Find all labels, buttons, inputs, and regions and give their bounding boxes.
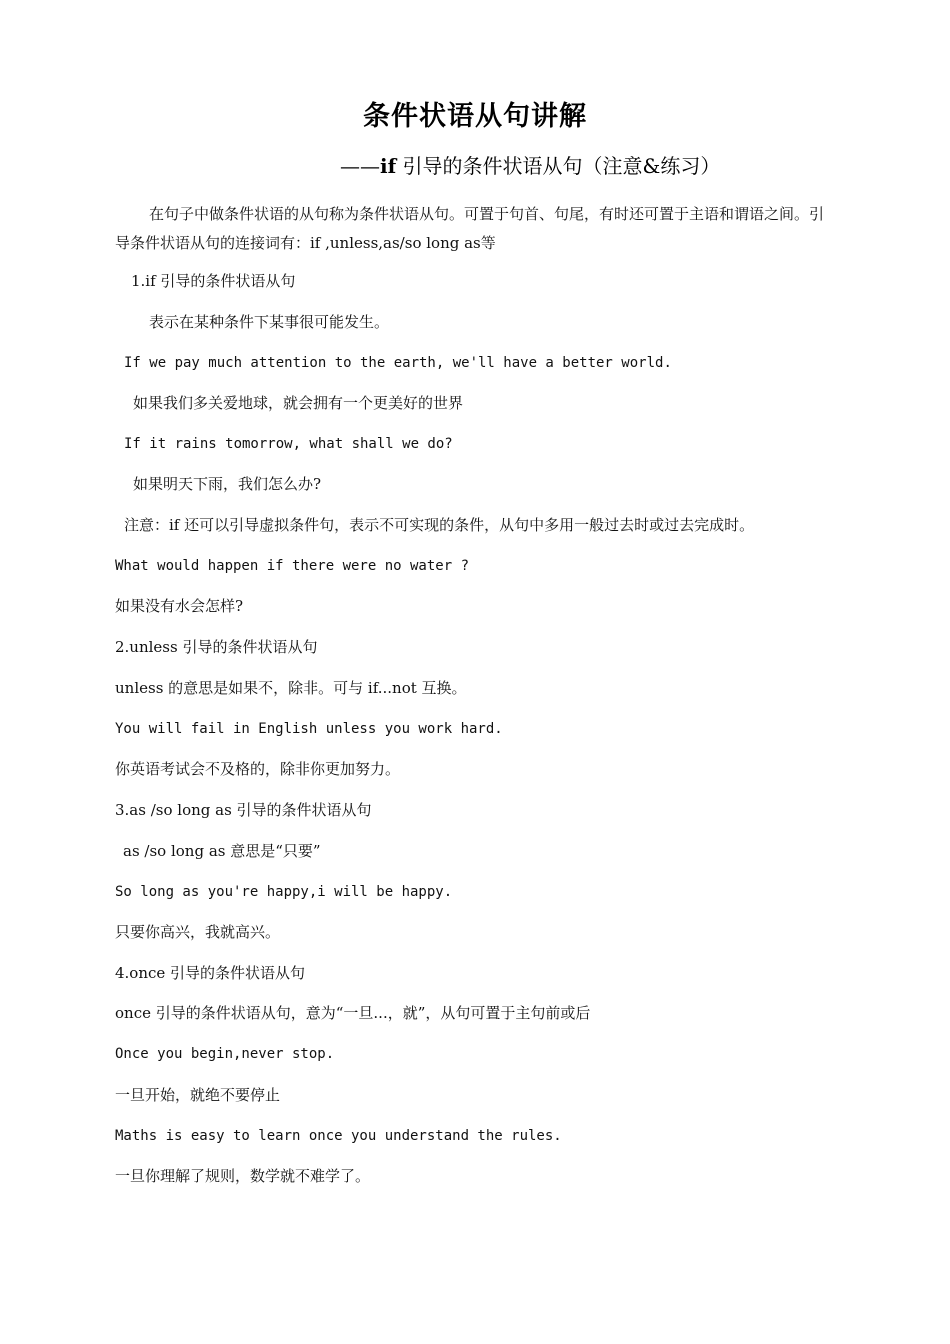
body-line: once 引导的条件状语从句，意为“一旦...，就”，从句可置于主句前或后	[115, 1004, 591, 1022]
translation-line: 如果没有水会怎样?	[115, 597, 244, 615]
section-heading-once: 4.once 引导的条件状语从句	[115, 964, 306, 982]
body-line: unless 的意思是如果不，除非。可与 if...not 互换。	[115, 679, 467, 697]
body-line: as /so long as 意思是“只要”	[123, 842, 321, 860]
example-sentence: You will fail in English unless you work hard.	[115, 721, 503, 737]
example-sentence: Maths is easy to learn once you understand the rules.	[115, 1128, 562, 1144]
translation-line: 一旦开始，就绝不要停止	[115, 1086, 281, 1104]
example-sentence: If we pay much attention to the earth, we'll have a better world.	[124, 355, 672, 371]
section-heading-if: 1.if 引导的条件状语从句	[131, 272, 296, 290]
translation-line: 如果我们多关爱地球，就会拥有一个更美好的世界	[133, 394, 464, 412]
subtitle-dash: ——	[340, 154, 380, 178]
translation-line: 如果明天下雨，我们怎么办?	[133, 475, 322, 493]
document-title: 条件状语从句讲解	[363, 101, 587, 132]
example-sentence: So long as you're happy,i will be happy.	[115, 884, 453, 900]
translation-line: 你英语考试会不及格的，除非你更加努力。	[115, 760, 401, 778]
translation-line: 只要你高兴，我就高兴。	[115, 923, 281, 941]
subtitle-text: 引导的条件状语从句（注意&练习）	[396, 154, 721, 178]
section-heading-so-long-as: 3.as /so long as 引导的条件状语从句	[115, 801, 372, 819]
section-heading-unless: 2.unless 引导的条件状语从句	[115, 638, 318, 656]
subtitle-keyword: if	[380, 154, 397, 178]
note-line: 注意：if 还可以引导虚拟条件句，表示不可实现的条件，从句中多用一般过去时或过去完成时。	[124, 516, 755, 534]
example-sentence: Once you begin,never stop.	[115, 1046, 335, 1062]
example-sentence: If it rains tomorrow, what shall we do?	[124, 436, 453, 452]
intro-paragraph: 在句子中做条件状语的从句称为条件状语从句。可置于句首、句尾，有时还可置于主语和谓语之间。引导条件状语从句的连接词有：if ,unless,as/so long as等	[115, 205, 825, 252]
body-line: 表示在某种条件下某事很可能发生。	[149, 313, 390, 331]
translation-line: 一旦你理解了规则，数学就不难学了。	[115, 1167, 371, 1185]
document-subtitle	[340, 150, 720, 179]
example-sentence: What would happen if there were no water ?	[115, 558, 470, 574]
